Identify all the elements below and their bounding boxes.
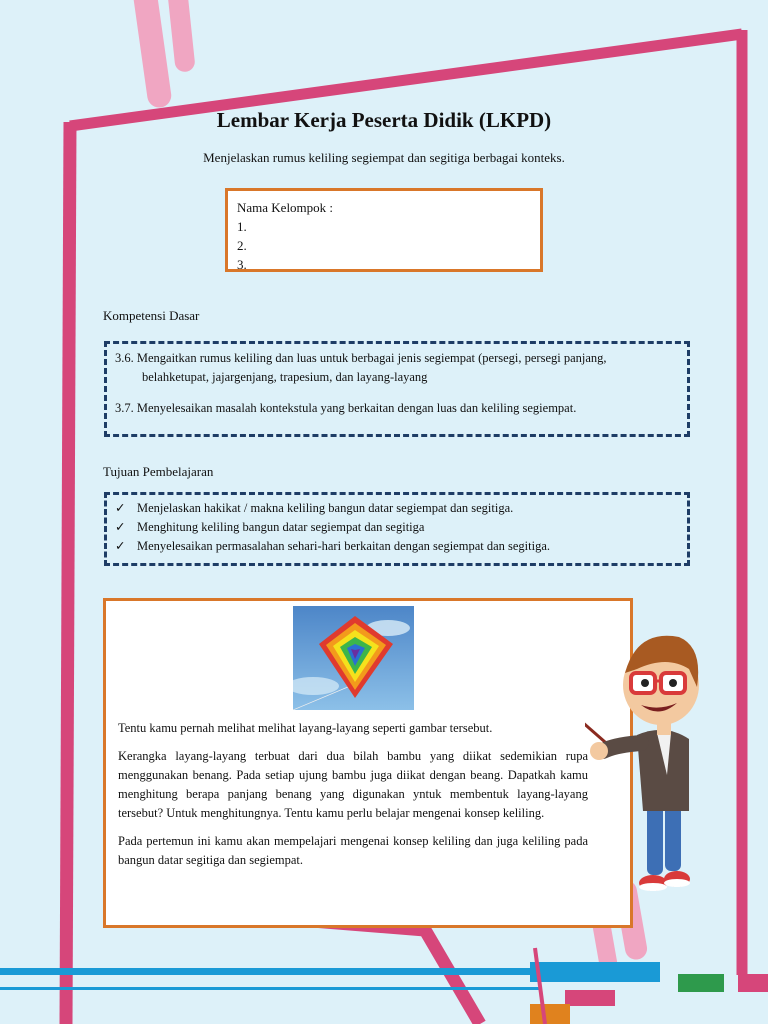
group-member-2: 2.: [237, 238, 247, 253]
group-name-box: [225, 188, 543, 272]
kite-image: [293, 606, 414, 710]
tujuan-item-text: Menyelesaikan permasalahan sehari-hari berkaitan dengan segiempat dan segitiga.: [137, 539, 551, 553]
group-member-1: 1.: [237, 219, 247, 234]
list-item: [115, 537, 677, 556]
check-icon: ✓: [115, 520, 126, 534]
check-icon: ✓: [115, 501, 126, 515]
kompetensi-item-2: [115, 399, 673, 418]
page-subtitle: Menjelaskan rumus keliling segiempat dan segitiga berbagai konteks.: [203, 150, 565, 165]
kompetensi-heading: Kompetensi Dasar: [103, 308, 200, 323]
kompetensi-item-1: [115, 349, 673, 387]
kompetensi-box: [104, 341, 690, 437]
tujuan-box: [104, 492, 690, 566]
kompetensi-item-2-line1: 3.7. Menyelesaikan masalah kontekstula yang berkaitan dengan luas dan keliling segiempat.: [115, 401, 577, 415]
tujuan-item-text: Menjelaskan hakikat / makna keliling bangun datar segiempat dan segitiga.: [137, 501, 514, 515]
check-icon: ✓: [115, 539, 126, 553]
story-text: [118, 719, 588, 879]
tujuan-list: [115, 499, 677, 556]
story-paragraph-1: Tentu kamu pernah melihat melihat layang-layang seperti gambar tersebut.: [118, 721, 493, 735]
list-item: [115, 499, 677, 518]
story-paragraph-2: Kerangka layang-layang terbuat dari dua bilah bambu yang diikat sedemikian rupa menggunakan benang. Pada setiap ujung bambu juga diikat dengan beang. Dapatkah kamu menghitung berapa panjang benang yang digunakan yntuk membentuk layang-layang tersebut? Untuk menghitungnya. Tentu kamu perlu belajar mengenai konsep keliling.: [118, 749, 588, 820]
kite-story-box: [103, 598, 633, 928]
teacher-illustration: [585, 615, 705, 905]
group-label: Nama Kelompok :: [237, 200, 334, 215]
tujuan-heading: Tujuan Pembelajaran: [103, 464, 214, 479]
page-title: Lembar Kerja Peserta Didik (LKPD): [216, 108, 552, 132]
list-item: [115, 518, 677, 537]
story-paragraph-3: Pada pertemun ini kamu akan mempelajari mengenai konsep keliling dan juga keliling pada bangun datar segitiga dan segiempat.: [118, 834, 588, 867]
group-member-3: 3.: [237, 257, 247, 272]
kompetensi-item-1-line2: belahketupat, jajargenjang, trapesium, dan layang-layang: [142, 370, 428, 384]
kompetensi-item-1-line1: 3.6. Mengaitkan rumus keliling dan luas untuk berbagai jenis segiempat (persegi, persegi panjang,: [115, 351, 607, 365]
tujuan-item-text: Menghitung keliling bangun datar segiempat dan segitiga: [137, 520, 425, 534]
